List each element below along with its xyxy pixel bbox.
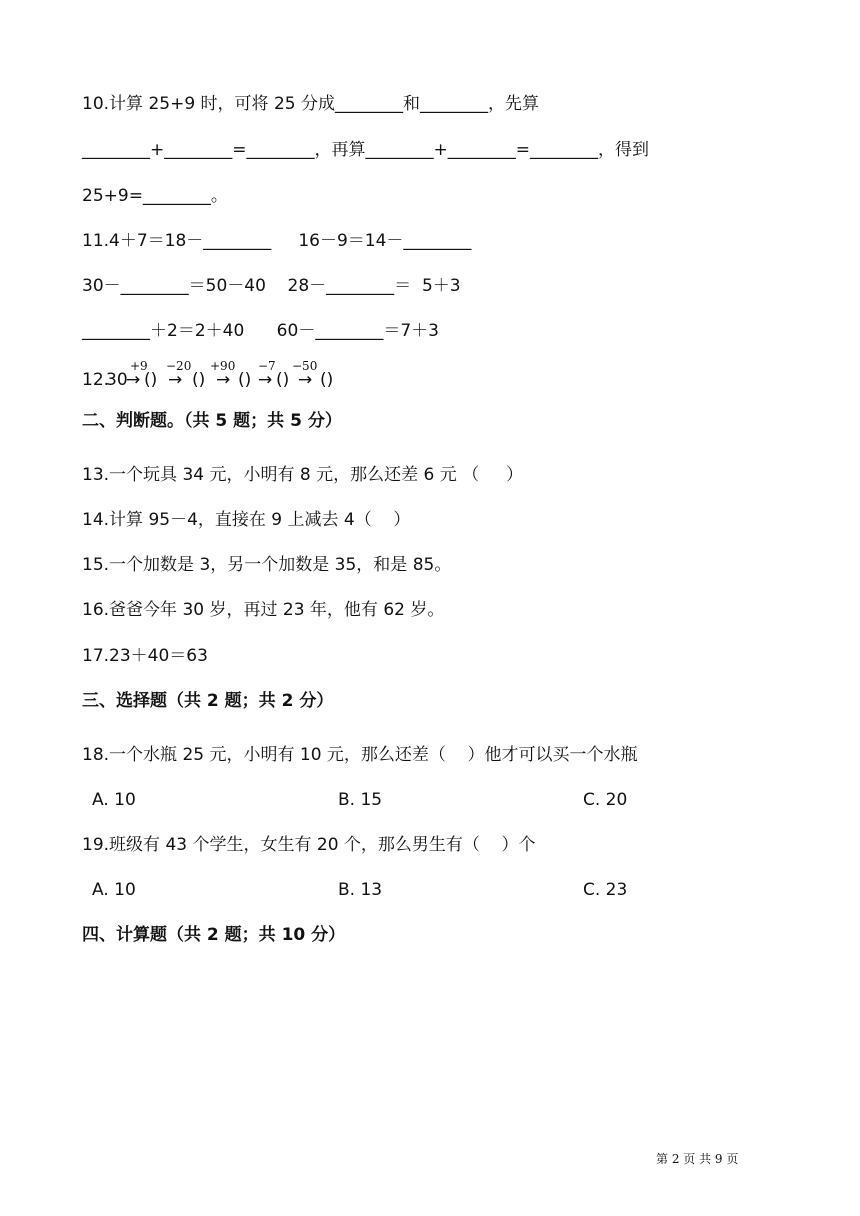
question-12-step-2-op: −20 <box>166 359 192 373</box>
question-12-step-4-box: () <box>276 370 290 390</box>
question-12-chain <box>82 356 482 396</box>
question-12-step-1-arrow: → <box>126 370 141 390</box>
question-19-stem: 19.班级有 43 个学生，女生有 20 个，那么男生有（ ）个 <box>82 835 536 855</box>
question-11-line-2: 30－________＝50－40 28－________＝ 5＋3 <box>82 276 461 296</box>
question-12-step-1-op: +9 <box>130 359 148 373</box>
question-12-step-3-op: +90 <box>210 359 236 373</box>
question-12-start: 30 <box>106 370 128 390</box>
question-12-step-4-arrow: → <box>258 370 273 390</box>
question-19-option-a: A. 10 <box>92 880 136 900</box>
question-12-step-1-box: () <box>144 370 158 390</box>
question-12-step-3-box: () <box>238 370 252 390</box>
question-14: 14.计算 95－4，直接在 9 上减去 4（ ） <box>82 510 411 530</box>
section-3-heading: 三、选择题（共 2 题；共 2 分） <box>82 691 334 711</box>
question-18-stem: 18.一个水瓶 25 元，小明有 10 元，那么还差（ ）他才可以买一个水瓶 <box>82 745 638 765</box>
question-18-option-a: A. 10 <box>92 790 136 810</box>
section-4-heading: 四、计算题（共 2 题；共 10 分） <box>82 925 346 945</box>
question-15: 15.一个加数是 3，另一个加数是 35，和是 85。 <box>82 555 452 575</box>
question-16: 16.爸爸今年 30 岁，再过 23 年，他有 62 岁。 <box>82 600 445 620</box>
question-18-option-b: B. 15 <box>338 790 383 810</box>
question-12-step-5-op: −50 <box>292 359 318 373</box>
question-11-line-1: 11.4＋7＝18－________ 16－9＝14－________ <box>82 231 472 251</box>
question-10-line-2: ________+________=________，再算________+________=________，得到 <box>82 140 649 160</box>
question-13: 13.一个玩具 34 元，小明有 8 元，那么还差 6 元 （ ） <box>82 465 524 485</box>
question-12-step-2-box: () <box>192 370 206 390</box>
question-11-line-3: ________＋2＝2＋40 60－________＝7＋3 <box>82 321 439 341</box>
question-12-step-5-arrow: → <box>298 370 313 390</box>
question-12-step-5-box: () <box>320 370 334 390</box>
question-10-line-1: 10.计算 25+9 时，可将 25 分成________和________，先算 <box>82 94 539 114</box>
question-12-step-3-arrow: → <box>216 370 231 390</box>
question-12-step-4-op: −7 <box>258 359 276 373</box>
question-19-option-b: B. 13 <box>338 880 383 900</box>
section-2-heading: 二、判断题。（共 5 题；共 5 分） <box>82 411 342 431</box>
question-17: 17.23＋40＝63 <box>82 646 208 666</box>
question-19-option-c: C. 23 <box>583 880 628 900</box>
question-18-option-c: C. 20 <box>583 790 628 810</box>
question-12-label: 12. <box>82 370 110 390</box>
page-footer: 第 2 页 共 9 页 <box>656 1152 739 1166</box>
question-10-line-3: 25+9=________。 <box>82 186 228 206</box>
question-12-step-2-arrow: → <box>168 370 183 390</box>
